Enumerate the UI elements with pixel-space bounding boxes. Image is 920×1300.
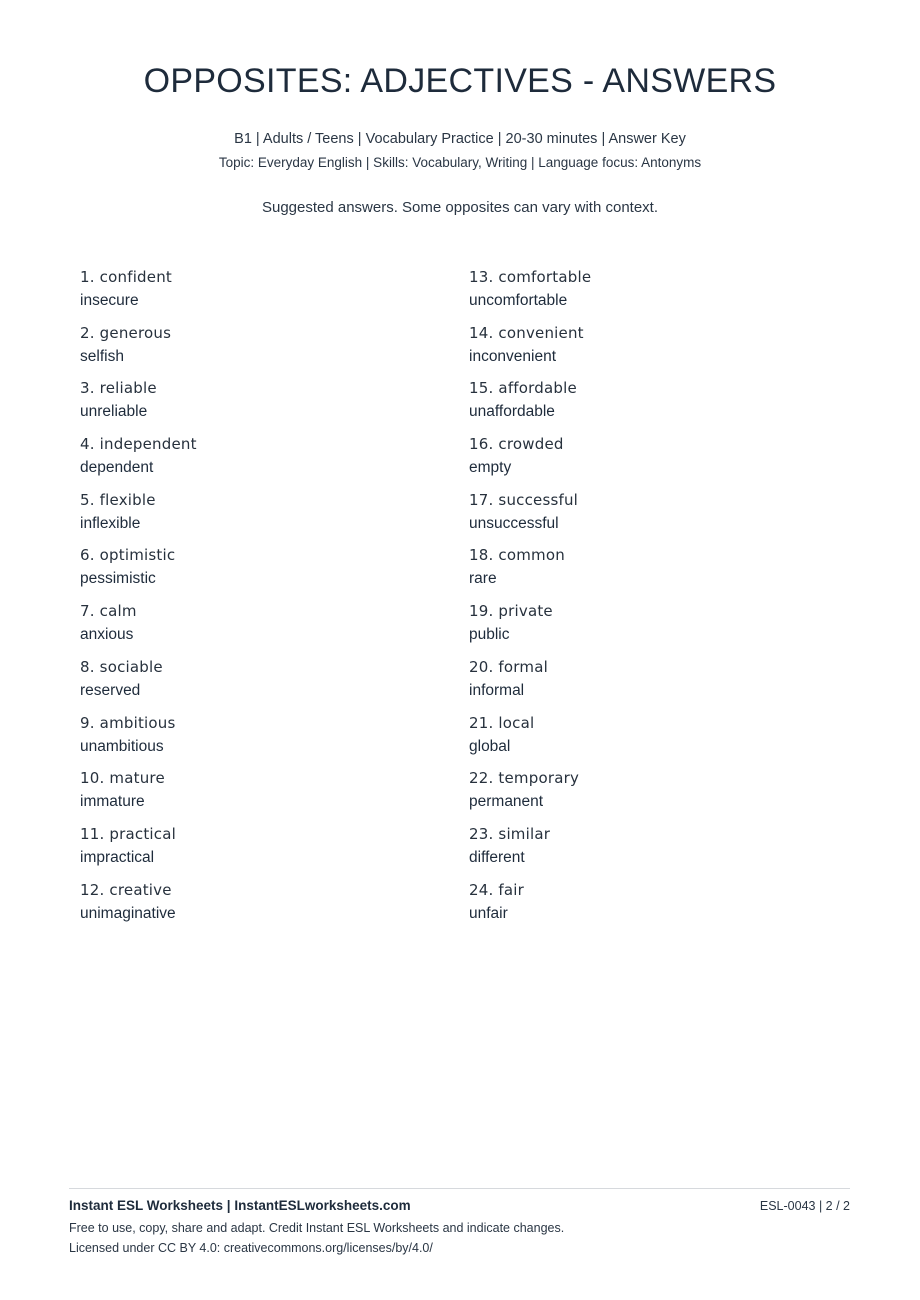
prompt-word: 11. practical [80,824,177,843]
prompt-word: 22. temporary [469,769,580,788]
prompt-word: 14. convenient [469,323,584,342]
opposite-answer: unfair [469,904,508,922]
opposite-answer: selfish [80,347,124,365]
prompt-word: 18. common [469,546,565,565]
prompt-word: 6. optimistic [80,546,176,565]
footer-divider [69,1188,850,1189]
answer-item [80,656,440,712]
opposite-answer: inflexible [80,514,141,532]
answers-column-right [469,266,829,934]
answer-item [469,544,829,600]
prompt-word: 13. comfortable [469,268,592,286]
answer-item [80,712,440,768]
answer-item [469,322,829,378]
answer-item [469,823,829,879]
answer-item [80,823,440,879]
opposite-answer: empty [469,459,512,477]
page-title: OPPOSITES: ADJECTIVES - ANSWERS [143,62,777,100]
instructions-note: Suggested answers. Some opposites can vary with context. [261,199,659,216]
opposite-answer: unreliable [80,403,148,421]
answer-item [469,266,829,322]
prompt-word: 4. independent [80,435,197,454]
prompt-word: 17. successful [469,490,579,509]
prompt-word: 3. reliable [80,379,157,398]
answer-item [80,544,440,600]
opposite-answer: unambitious [80,737,164,755]
prompt-word: 10. mature [80,769,165,788]
opposite-answer: immature [80,793,145,811]
answer-item [469,879,829,935]
answer-item [469,489,829,545]
answer-item [469,433,829,489]
opposite-answer: global [469,737,511,755]
opposite-answer: dependent [80,459,154,477]
prompt-word: 16. crowded [469,435,564,454]
answer-item [80,489,440,545]
topic-meta-line: Topic: Everyday English | Skills: Vocabulary, Writing | Language focus: Antonyms [218,155,702,170]
prompt-word: 7. calm [80,602,137,621]
prompt-word: 8. sociable [80,657,163,676]
answer-item [469,656,829,712]
opposite-answer: unimaginative [80,904,176,922]
opposite-answer: inconvenient [469,347,557,365]
opposite-answer: uncomfortable [469,292,568,309]
answer-item [80,266,440,322]
prompt-word: 12. creative [80,880,172,899]
answer-item [80,322,440,378]
opposite-answer: permanent [469,793,544,811]
answer-item [80,377,440,433]
prompt-word: 21. local [469,713,535,732]
prompt-word: 9. ambitious [80,713,176,732]
opposite-answer: reserved [80,681,141,699]
prompt-word: 15. affordable [469,379,577,398]
prompt-word: 19. private [469,602,553,621]
answer-item [80,433,440,489]
prompt-word: 20. formal [469,657,548,676]
footer-license-link-line: Licensed under CC BY 4.0: creativecommons.org/licenses/by/4.0/ [69,1241,433,1255]
opposite-answer: insecure [80,292,139,309]
answer-item [469,767,829,823]
answer-item [469,712,829,768]
footer-license-line: Free to use, copy, share and adapt. Credit Instant ESL Worksheets and indicate changes. [69,1221,565,1235]
answer-item [80,879,440,935]
answer-item [469,377,829,433]
prompt-word: 1. confident [80,268,172,286]
opposite-answer: informal [469,681,525,699]
opposite-answer: rare [469,570,497,588]
opposite-answer: unsuccessful [469,514,559,532]
prompt-word: 24. fair [469,880,525,899]
prompt-word: 2. generous [80,323,172,342]
answer-item [469,600,829,656]
footer-page-reference: ESL-0043 | 2 / 2 [759,1199,850,1213]
opposite-answer: public [469,626,510,644]
prompt-word: 5. flexible [80,490,156,509]
answer-item [80,767,440,823]
prompt-word: 23. similar [469,824,551,843]
opposite-answer: impractical [80,848,155,866]
opposite-answer: different [469,848,525,866]
answers-column-left [80,266,440,934]
footer-brand: Instant ESL Worksheets | InstantESLworksheets.com [69,1198,411,1213]
level-meta-line: B1 | Adults / Teens | Vocabulary Practice | 20-30 minutes | Answer Key [234,131,686,147]
opposite-answer: anxious [80,626,134,644]
opposite-answer: pessimistic [80,570,156,588]
opposite-answer: unaffordable [469,403,555,421]
answer-item [80,600,440,656]
